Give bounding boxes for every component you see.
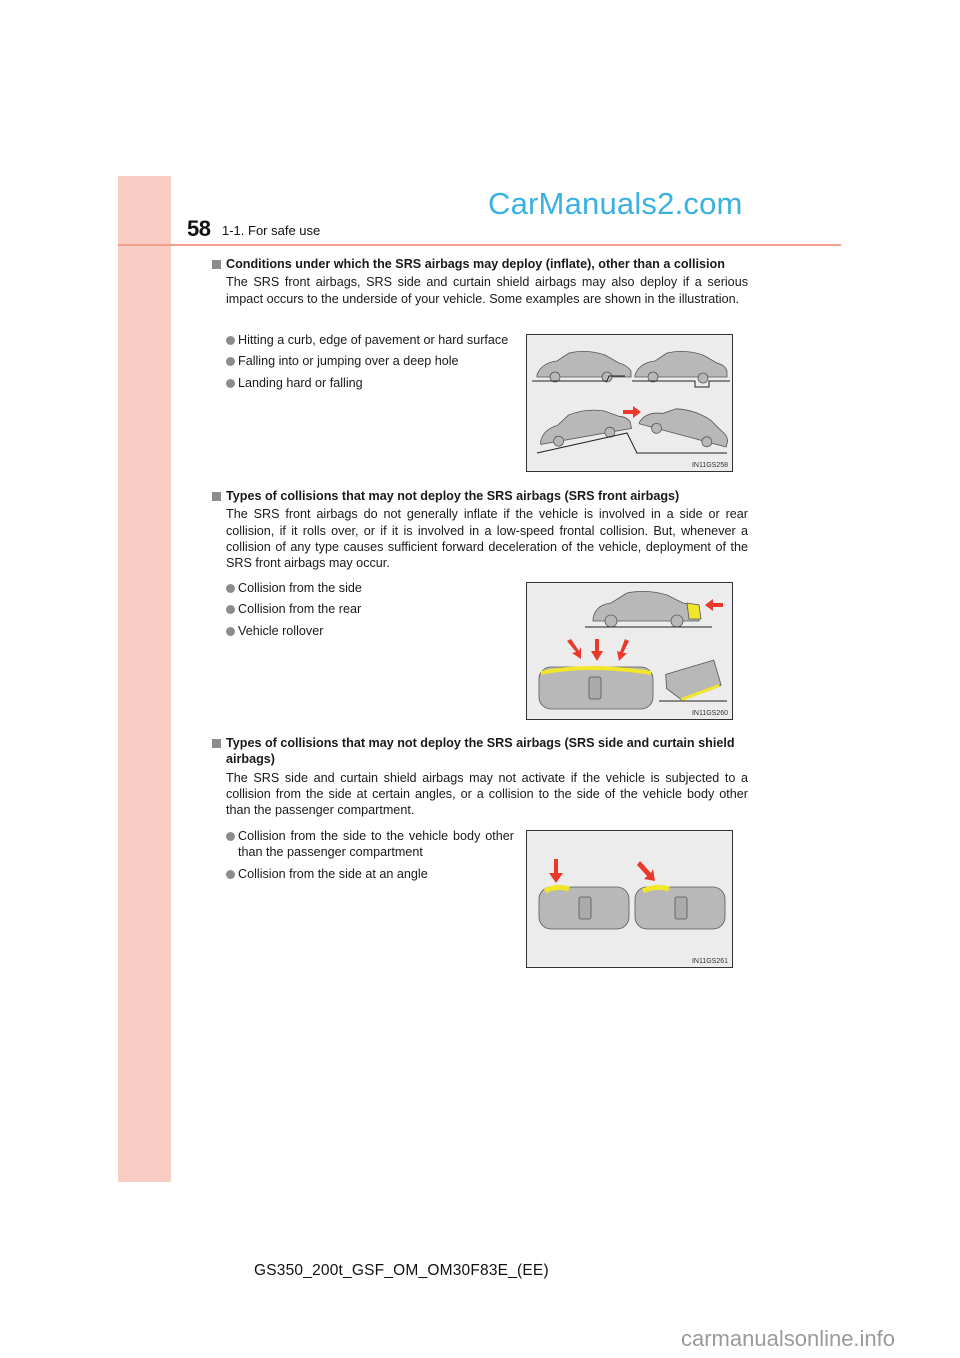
illustration-underside-impact	[526, 334, 733, 472]
car-top-icon	[539, 887, 629, 929]
section-body: The SRS front airbags, SRS side and curtain shield airbags may also deploy if a serious impact occurs to the underside of your vehicle. Some examples are shown in the illustration.	[226, 275, 748, 306]
bullet-dot-icon	[226, 336, 235, 345]
list-item: Collision from the rear	[226, 601, 514, 617]
arrow-icon	[617, 639, 629, 661]
section-front-airbags	[212, 488, 748, 571]
bullet-dot-icon	[226, 584, 235, 593]
arrow-icon	[567, 639, 581, 659]
header-divider	[118, 244, 841, 246]
square-bullet-icon	[212, 260, 221, 269]
underside-impact-drawing	[527, 335, 732, 471]
list-item: Collision from the side to the vehicle body other than the passenger compartment	[226, 828, 514, 861]
arrow-icon	[637, 861, 655, 881]
watermark-bottom[interactable]: carmanualsonline.info	[681, 1326, 896, 1351]
bullet-dot-icon	[226, 627, 235, 636]
list-item: Vehicle rollover	[226, 623, 514, 639]
section-heading: Types of collisions that may not deploy the SRS airbags (SRS side and curtain shield airbags)	[226, 736, 735, 767]
bullet-list	[226, 332, 514, 396]
arrow-icon	[623, 406, 641, 418]
list-item: Collision from the side at an angle	[226, 866, 514, 882]
bullet-dot-icon	[226, 357, 235, 366]
section-heading: Conditions under which the SRS airbags may deploy (inflate), other than a collision	[226, 257, 725, 271]
front-airbag-collision-drawing	[527, 583, 732, 719]
document-code: GS350_200t_GSF_OM_OM30F83E_(EE)	[254, 1262, 549, 1279]
car-icon	[593, 591, 701, 627]
illustration-side-airbag-collisions	[526, 830, 733, 968]
figure-code: IN11GS260	[691, 710, 728, 717]
section-deploy-conditions	[212, 256, 748, 307]
rolled-car-icon	[663, 660, 722, 703]
list-item: Hitting a curb, edge of pavement or hard surface	[226, 332, 514, 348]
bullet-dot-icon	[226, 605, 235, 614]
section-side-curtain-airbags	[212, 735, 748, 818]
figure-code: IN11GS258	[691, 462, 728, 469]
car-icon	[635, 351, 727, 383]
illustration-front-airbag-collisions	[526, 582, 733, 720]
bullet-list	[226, 828, 514, 887]
arrow-icon	[549, 859, 563, 883]
bullet-list	[226, 580, 514, 644]
car-top-icon	[539, 667, 653, 709]
figure-code: IN11GS261	[691, 958, 728, 965]
square-bullet-icon	[212, 739, 221, 748]
side-airbag-collision-drawing	[527, 831, 732, 967]
square-bullet-icon	[212, 492, 221, 501]
bullet-dot-icon	[226, 379, 235, 388]
section-body: The SRS front airbags do not generally inflate if the vehicle is involved in a side or rear collision, if it rolls over, or if it is involved in a low-speed frontal collision. But, whenever a collision of any type causes sufficient forward deceleration of the vehicle, deployment of the SRS front airbags may occur.	[226, 507, 748, 571]
car-icon	[638, 399, 732, 452]
bullet-dot-icon	[226, 832, 235, 841]
section-heading: Types of collisions that may not deploy the SRS airbags (SRS front airbags)	[226, 489, 680, 503]
car-icon	[537, 351, 631, 382]
list-item: Landing hard or falling	[226, 375, 514, 391]
section-title: 1-1. For safe use	[222, 223, 321, 238]
list-item: Falling into or jumping over a deep hole	[226, 353, 514, 369]
arrow-icon	[591, 639, 603, 661]
bullet-dot-icon	[226, 870, 235, 879]
chapter-sidebar-tab	[118, 176, 171, 1182]
list-item: Collision from the side	[226, 580, 514, 596]
watermark-top[interactable]: CarManuals2.com	[488, 186, 743, 221]
section-body: The SRS side and curtain shield airbags may not activate if the vehicle is subjected to a collision from the side at certain angles, or a collision to the side of the vehicle body other than the passenger compartment.	[226, 770, 748, 818]
page-number: 58	[187, 216, 211, 241]
car-top-icon	[635, 887, 725, 929]
arrow-icon	[705, 599, 723, 611]
